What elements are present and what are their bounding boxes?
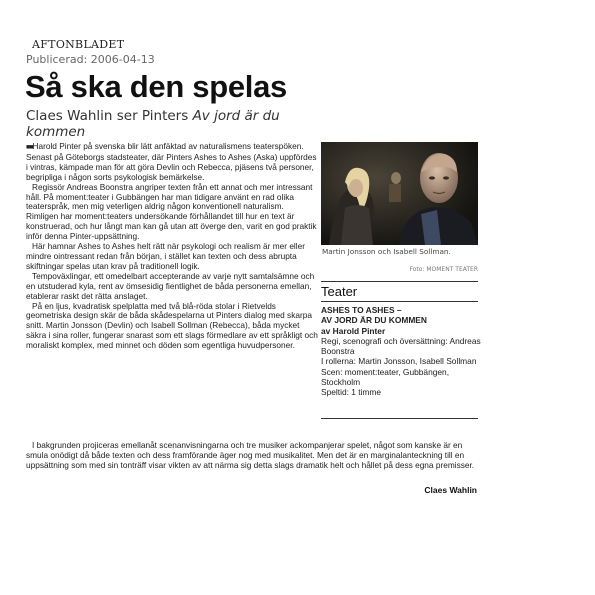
factbox-detail: Scen: moment:teater, Gubbängen, Stockholm [321,366,450,388]
factbox-bottom-rule [321,418,478,419]
body-paragraph: Tempoväxlingar, ett omedelbart accepterande av varje nytt samtalsämne och en utstuderad kyla, rent av ömsesidig fientlighet de båda personerna emellan, etablerar raskt det rätta anslaget. [26,270,315,301]
factbox-heading-rule [321,301,478,302]
article-body [26,142,318,351]
body-paragraph [26,142,318,183]
factbox-title [321,305,481,336]
publish-date: Publicerad: 2006-04-13 [26,53,155,66]
factbox-detail: I rollerna: Martin Jonsson, Isabell Sollman [321,356,477,367]
photo-caption: Martin Jonsson och Isabell Sollman. [322,247,451,256]
deck-work-title: Av jord är du kommen [26,108,280,140]
stage-photo-image [321,142,478,245]
body-paragraph: På en ljus, kvadratisk spelplatta med två blå-röda stolar i Rietvelds geometriska design skär de båda skådespelarna ut Pinters dialog med skarpa snitt. Martin Jonsson (Devlin) och Isabell Sollman (Rebecca), båda mycket säkra i sina roller, fungerar snarast som ett slags förmedlare av ett språkligt och moraliskt komplex, med minnet och döden som egentliga huvudpersoner. [26,300,318,351]
deck [26,108,326,140]
masthead: AFTONBLADET [32,38,125,51]
factbox-detail: Speltid: 1 timme [321,387,382,398]
body-paragraph: I bakgrunden projiceras emellanåt scenanvisningarna och tre musiker ackompanjerar spelet, något som kanske är en smula onödigt då både texten och dess framförande äger nog med musikalitet. Men det är en marginalanteckning till en uppsättning som med sin tonträff visar vikten av att närma sig detta slags dramatik helt och hållet på dess egna premisser. [26,440,475,470]
factbox-detail: Regi, scenografi och översättning: Andreas Boonstra [321,335,481,357]
paragraph-text: Harold Pinter på svenska blir lätt anfäktad av naturalismens teaterspöken. Senast på Göteborgs stadsteater, där Pinters Ashes to Ashes (Aska) uppfördes i vintras, kämpade man för att göra Devlin och Rebecca, pjäsens två personer, begripliga i någon sorts psykologisk bemärkelse. [26,141,317,182]
article-body-wide [26,441,478,471]
factbox-title-line: AV JORD ÄR DU KOMMEN [321,315,427,326]
headline: Så ska den spelas [25,69,288,104]
photo-credit: Foto: MOMENT TEATER [409,266,478,273]
lead-marker: ■■ [26,144,33,151]
deck-text: Claes Wahlin ser Pinters [26,108,193,124]
byline: Claes Wahlin [424,485,477,495]
body-paragraph: Regissör Andreas Boonstra angriper texten från ett annat och mer intressant håll. På moment:teater i Gubbängen har man tidigare använt en rad olika teaterspråk, men mig veterligen aldrig någon konventionell naturalism. Rimligen har moment:teaters undersökande förhållandet till hur en text är konstruerad, och hur långt man kan gå utan att överge den, varit en god praktik inför denna Pinter-uppsättning. [26,181,317,242]
factbox-heading: Teater [321,284,358,299]
factbox [321,284,481,398]
article-photo [321,142,478,245]
factbox-title-line: ASHES TO ASHES – [321,305,402,315]
factbox-author: av Harold Pinter [321,325,386,336]
body-paragraph: Här hamnar Ashes to Ashes helt rätt när psykologi och realism är mer eller mindre ointressant redan från början, i stället kan texten och dess abrupta skiftningar spelas utan krav på traditionell logik. [26,241,305,271]
factbox-top-rule [321,281,478,282]
